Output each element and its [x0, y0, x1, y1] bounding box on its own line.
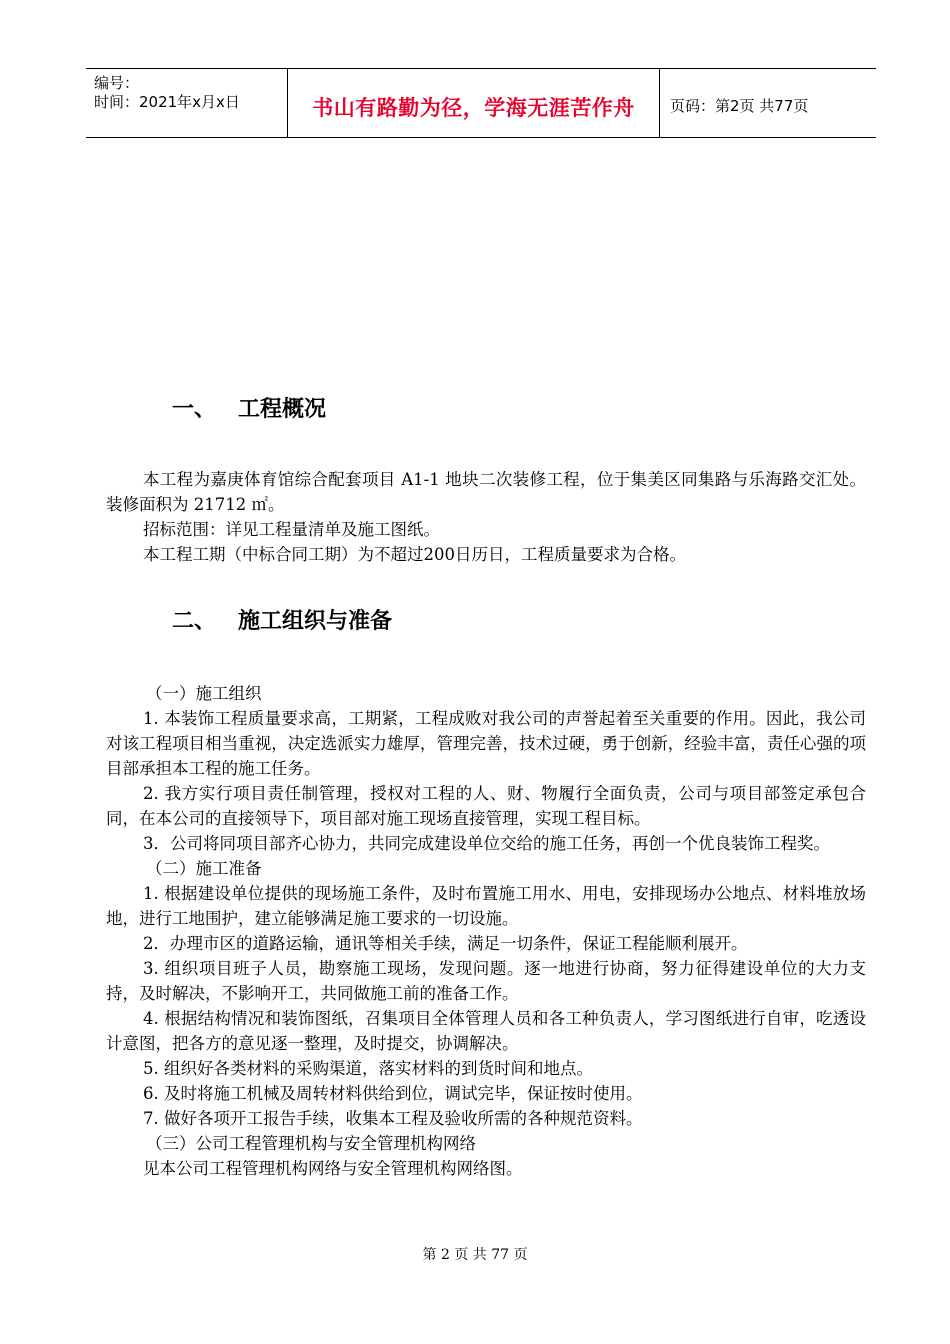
- paragraph-item: 3. 组织项目班子人员，勘察施工现场，发现问题。逐一地进行协商，努力征得建设单位的大力支持，及时解决，不影响开工，共同做施工前的准备工作。: [106, 959, 866, 1003]
- paragraph-item: 6. 及时将施工机械及周转材料供给到位，调试完毕，保证按时使用。: [143, 1084, 643, 1103]
- header-meta-cell: [86, 69, 288, 137]
- section-title: 施工组织与准备: [238, 609, 393, 634]
- section-number: 二、: [172, 609, 217, 634]
- section-1-body: [106, 467, 866, 567]
- subheading-organization: （一）施工组织: [146, 684, 262, 703]
- page-footer: 第 2 页 共 77 页: [422, 1247, 528, 1263]
- section-heading-1: [172, 392, 326, 423]
- paragraph-item: 7. 做好各项开工报告手续，收集本工程及验收所需的各种规范资料。: [143, 1109, 643, 1128]
- paragraph-item: 3．公司将同项目部齐心协力，共同完成建设单位交给的施工任务，再创一个优良装饰工程奖。: [143, 834, 830, 853]
- paragraph-overview: 本工程为嘉庚体育馆综合配套项目 A1-1 地块二次装修工程，位于集美区同集路与乐海路交汇处。装修面积为 21712 ㎡。: [106, 470, 866, 514]
- header-page-cell: [660, 69, 876, 137]
- document-time-label: 时间：2021年x月x日: [94, 93, 240, 111]
- subheading-preparation: （二）施工准备: [146, 859, 262, 878]
- section-number: 一、: [172, 397, 217, 422]
- paragraph-item: 1. 根据建设单位提供的现场施工条件，及时布置施工用水、用电，安排现场办公地点、材料堆放场地，进行工地围护，建立能够满足施工要求的一切设施。: [106, 884, 866, 928]
- header-motto-cell: [288, 69, 660, 137]
- paragraph-item: 见本公司工程管理机构网络与安全管理机构网络图。: [143, 1159, 523, 1178]
- paragraph-item: 2．办理市区的道路运输，通讯等相关手续，满足一切条件，保证工程能顺利展开。: [143, 934, 748, 953]
- paragraph-item: 4. 根据结构情况和装饰图纸，召集项目全体管理人员和各工种负责人，学习图纸进行自审，吃透设计意图，把各方的意见逐一整理，及时提交，协调解决。: [106, 1009, 866, 1053]
- paragraph-item: 5. 组织好各类材料的采购渠道，落实材料的到货时间和地点。: [143, 1059, 593, 1078]
- section-heading-2: [172, 604, 392, 635]
- header-page-label: 页码：第2页 共77页: [670, 97, 809, 115]
- subheading-network: （三）公司工程管理机构与安全管理机构网络: [146, 1134, 476, 1153]
- paragraph-duration: 本工程工期（中标合同工期）为不超过200日历日，工程质量要求为合格。: [143, 545, 686, 564]
- paragraph-item: 2. 我方实行项目责任制管理，授权对工程的人、财、物履行全面负责，公司与项目部签定承包合同，在本公司的直接领导下，项目部对施工现场直接管理，实现工程目标。: [106, 784, 866, 828]
- document-number-label: 编号：: [94, 74, 140, 92]
- section-title: 工程概况: [238, 397, 327, 422]
- section-2-body: [106, 681, 866, 1181]
- document-header: [86, 68, 876, 138]
- paragraph-item: 1. 本装饰工程质量要求高，工期紧，工程成败对我公司的声誉起着至关重要的作用。因此，我公司对该工程项目相当重视，决定选派实力雄厚，管理完善，技术过硬，勇于创新，经验丰富，责任心强的项目部承担本工程的施工任务。: [106, 709, 866, 778]
- header-motto: 书山有路勤为径，学海无涯苦作舟: [312, 96, 635, 120]
- paragraph-scope: 招标范围：详见工程量清单及施工图纸。: [143, 520, 440, 539]
